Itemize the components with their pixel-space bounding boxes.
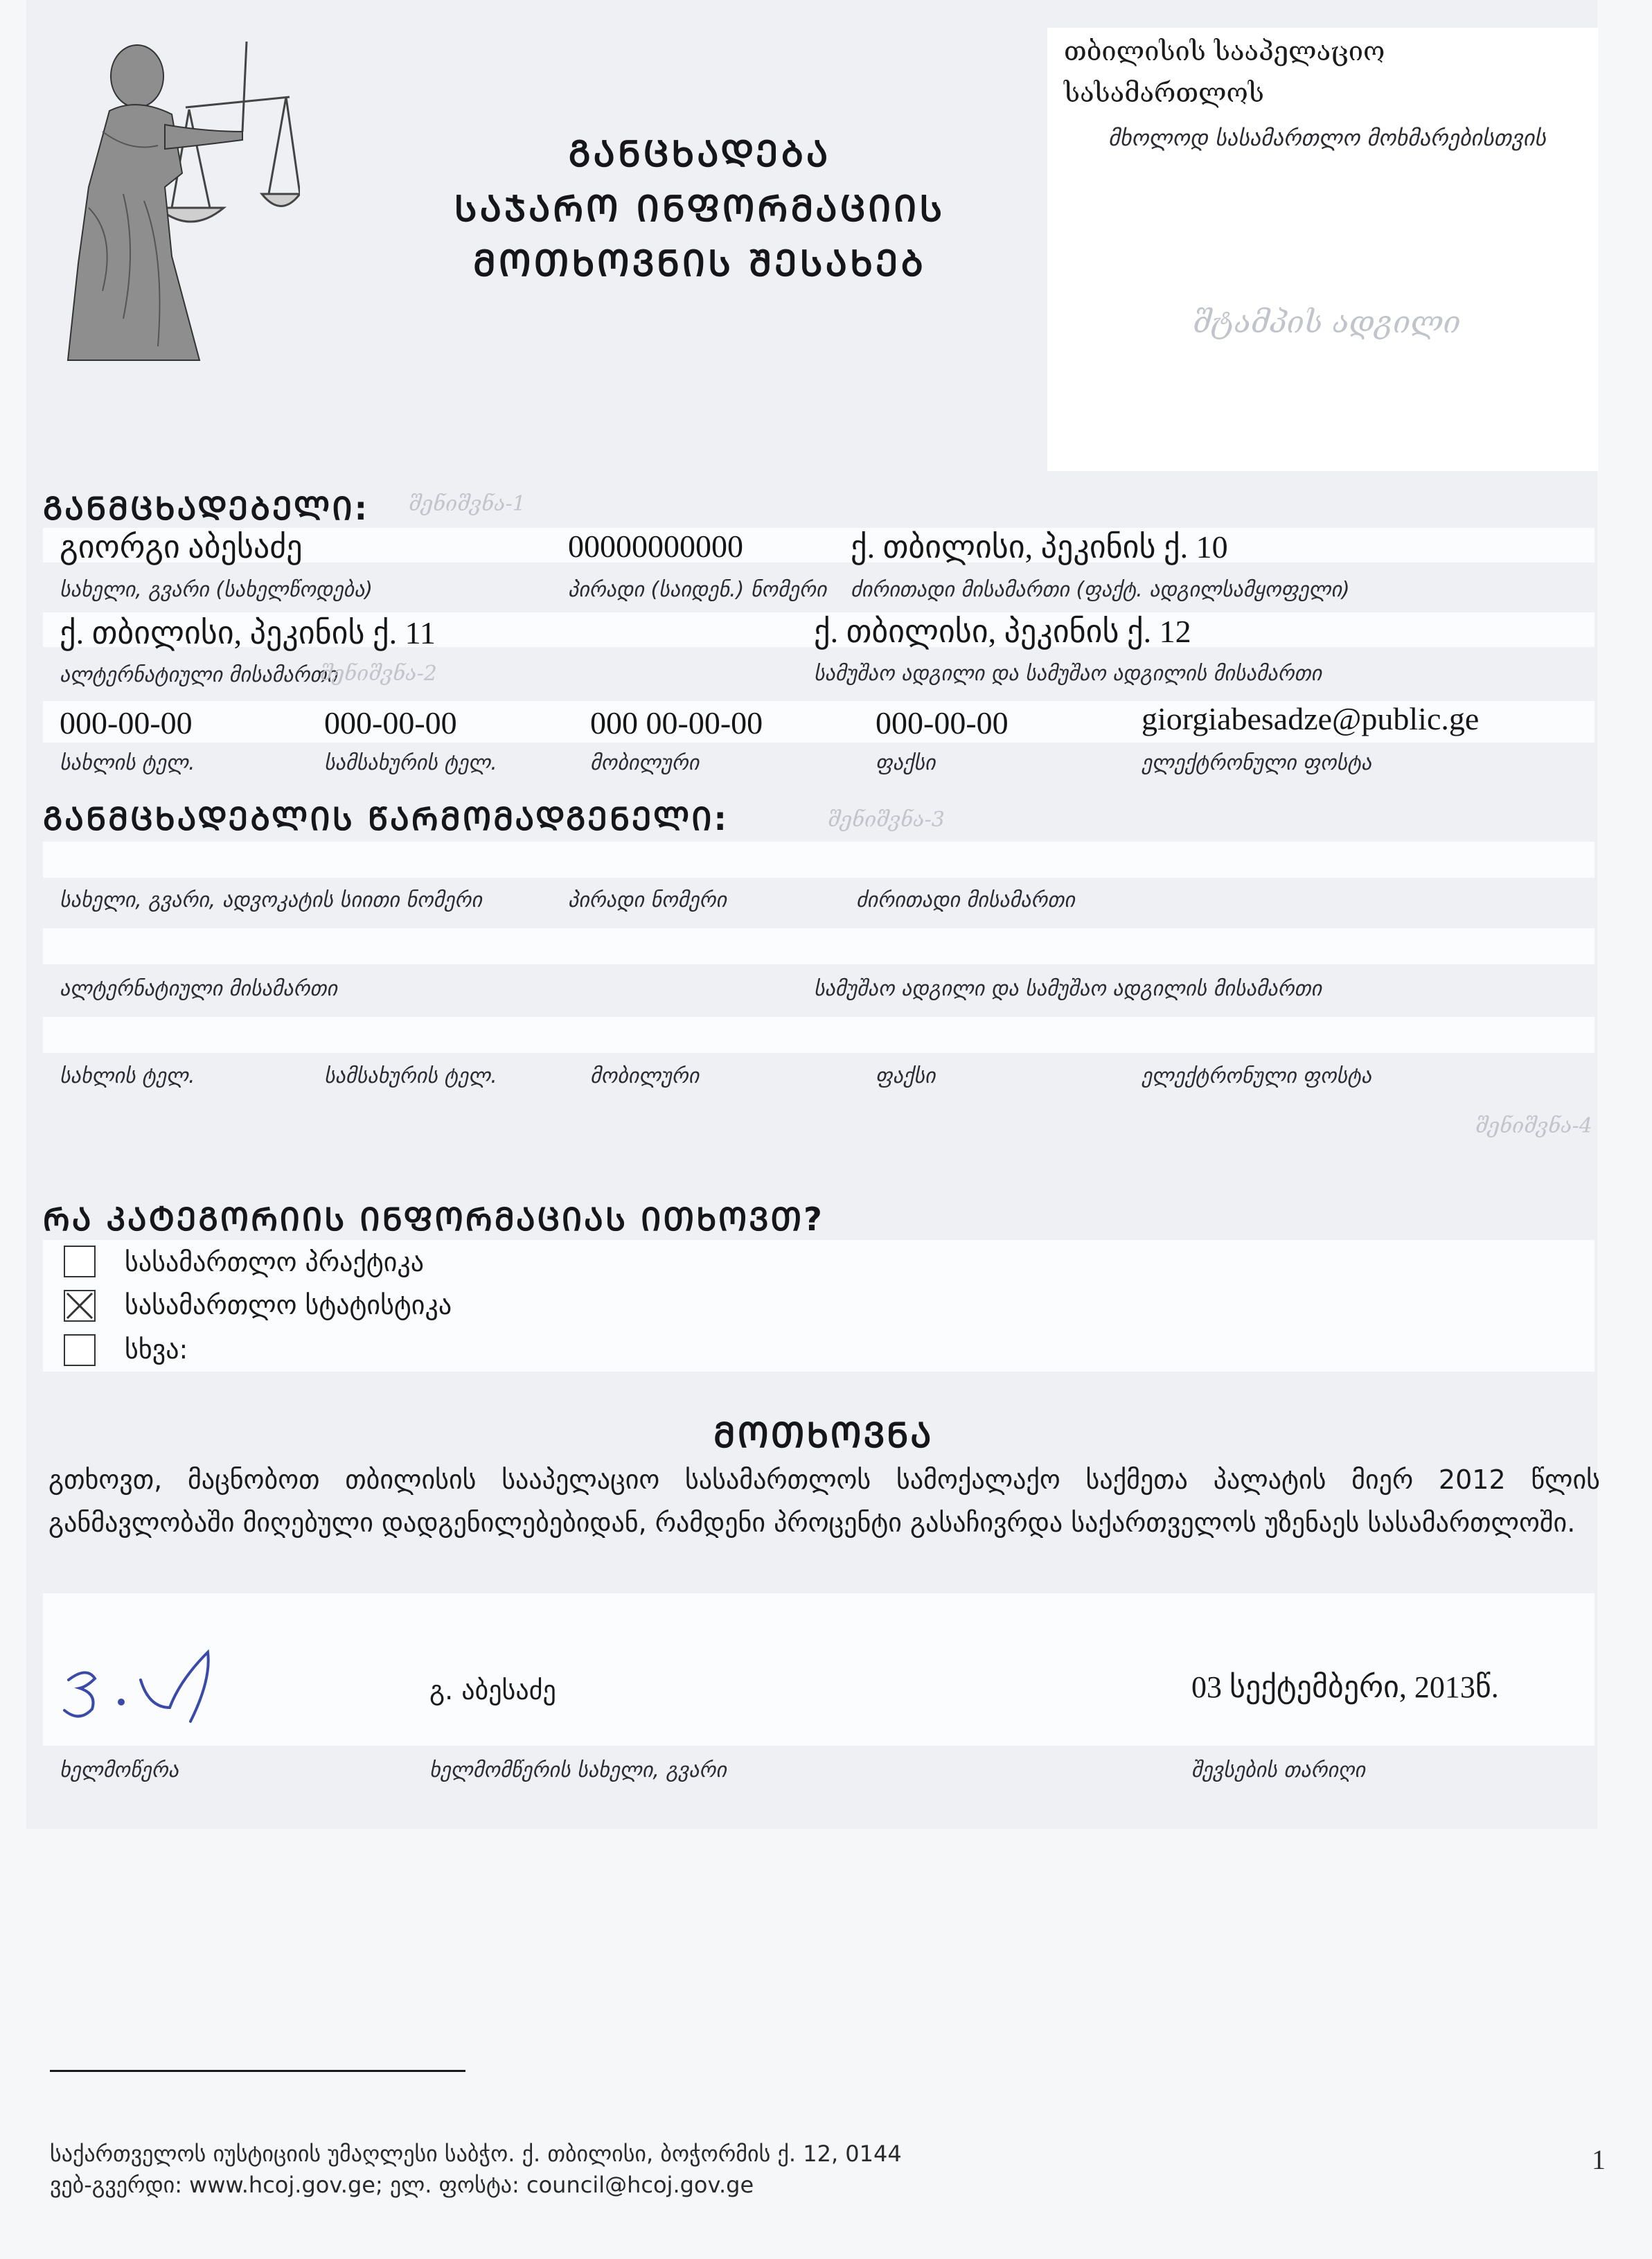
representative-main-address-label: ძირითადი მისამართი <box>856 888 1075 912</box>
applicant-alt-address-label: ალტერნატიული მისამართი <box>60 663 338 687</box>
applicant-id-label: პირადი (საიდენ.) ნომერი <box>568 578 827 602</box>
court-name-line-2: სასამართლოს <box>1064 78 1264 108</box>
option-court-statistics-label: სასამართლო სტატისტიკა <box>125 1290 452 1320</box>
applicant-home-phone-label: სახლის ტელ. <box>60 751 195 775</box>
option-other-label: სხვა: <box>125 1334 188 1365</box>
handwritten-signature <box>59 1638 267 1735</box>
request-heading: ᲛᲝᲗᲮᲝᲕᲜᲐ <box>713 1415 934 1455</box>
representative-heading: ᲒᲐᲜᲛᲪᲮᲐᲓᲔᲑᲚᲘᲡ ᲬᲐᲠᲛᲝᲛᲐᲓᲒᲔᲜᲔᲚᲘ: <box>43 800 729 838</box>
court-name-line-1: თბილისის სააპელაციო <box>1064 36 1385 67</box>
signer-name-value[interactable]: გ. აბესაძე <box>429 1675 556 1706</box>
page-number: 1 <box>1592 2144 1606 2175</box>
representative-fax-label: ფაქსი <box>876 1064 936 1088</box>
applicant-main-address-value[interactable]: ქ. თბილისი, პეკინის ქ. 10 <box>851 529 1228 565</box>
applicant-name-label: სახელი, გვარი (სახელწოდება) <box>60 578 373 602</box>
representative-note: შენიშვნა-3 <box>828 808 945 832</box>
applicant-office-phone-value[interactable]: 000-00-00 <box>324 705 457 741</box>
signer-name-label: ხელმომწერის სახელი, გვარი <box>429 1758 727 1782</box>
signature-label: ხელმოწერა <box>60 1758 179 1782</box>
representative-home-phone-label: სახლის ტელ. <box>60 1064 195 1088</box>
representative-office-phone-label: სამსახურის ტელ. <box>324 1064 497 1088</box>
applicant-work-address-value[interactable]: ქ. თბილისი, პეკინის ქ. 12 <box>814 614 1191 649</box>
applicant-main-address-label: ძირითადი მისამართი (ფაქტ. ადგილსამყოფელი) <box>851 578 1350 602</box>
court-only-note: მხოლოდ სასამართლო მოხმარებისთვის <box>1108 125 1546 151</box>
title-line-2: ᲡᲐᲯᲐᲠᲝ ᲘᲜᲤᲝᲠᲛᲐᲪᲘᲘᲡ <box>454 188 945 230</box>
applicant-mobile-value[interactable]: 000 00-00-00 <box>590 705 763 741</box>
applicant-email-label: ელექტრონული ფოსტა <box>1142 751 1372 775</box>
representative-alt-address-label: ალტერნატიული მისამართი <box>60 977 338 1001</box>
lady-justice-emblem <box>61 28 300 364</box>
date-label: შევსების თარიღი <box>1191 1758 1366 1782</box>
representative-work-address-label: სამუშაო ადგილი და სამუშაო ადგილის მისამართი <box>814 977 1322 1001</box>
option-court-practice-checkbox[interactable] <box>64 1246 96 1277</box>
document-title <box>388 128 1011 287</box>
representative-row-3-band[interactable] <box>43 1017 1595 1053</box>
option-court-statistics-checkbox[interactable] <box>64 1290 96 1322</box>
title-line-3: ᲛᲝᲗᲮᲝᲕᲜᲘᲡ ᲨᲔᲡᲐᲮᲔᲑ <box>472 243 927 285</box>
applicant-heading: ᲒᲐᲜᲛᲪᲮᲐᲓᲔᲑᲔᲚᲘ: <box>43 490 370 527</box>
title-line-1: ᲒᲐᲜᲪᲮᲐᲓᲔᲑᲐ <box>568 134 831 175</box>
footer-address: საქართველოს იუსტიციის უმაღლესი საბჭო. ქ. თბილისი, ბოჭორმის ქ. 12, 0144 <box>50 2141 902 2167</box>
applicant-fax-value[interactable]: 000-00-00 <box>876 705 1009 741</box>
applicant-home-phone-value[interactable]: 000-00-00 <box>60 705 193 741</box>
footer-contacts[interactable]: ვებ-გვერდი: www.hcoj.gov.ge; ელ. ფოსტა: council@hcoj.gov.ge <box>50 2172 754 2198</box>
applicant-alt-address-value[interactable]: ქ. თბილისი, პეკინის ქ. 11 <box>60 615 436 650</box>
representative-row-2-band[interactable] <box>43 928 1595 964</box>
applicant-id-value[interactable]: 00000000000 <box>568 529 743 564</box>
applicant-note: შენიშვნა-1 <box>409 492 526 516</box>
option-other-checkbox[interactable] <box>64 1334 96 1366</box>
applicant-email-value[interactable]: giorgiabesadze@public.ge <box>1142 701 1480 736</box>
signature-date-value[interactable]: 03 სექტემბერი, 2013წ. <box>1191 1670 1499 1704</box>
applicant-office-phone-label: სამსახურის ტელ. <box>324 751 497 775</box>
category-heading: ᲠᲐ ᲙᲐᲢᲔᲒᲝᲠᲘᲘᲡ ᲘᲜᲤᲝᲠᲛᲐᲪᲘᲐᲡ ᲘᲗᲮᲝᲕᲗ? <box>43 1201 824 1238</box>
applicant-alt-note: შენიშვნა-2 <box>320 662 437 686</box>
applicant-name-value[interactable]: გიორგი აბესაძე <box>60 529 303 565</box>
request-text[interactable]: გთხოვთ, მაცნობოთ თბილისის სააპელაციო სასამართლოს სამოქალაქო საქმეთა პალატის მიერ 2012 წლის განმავლობაში მიღებული დადგენილებებიდან, რამდენი პროცენტი გასაჩივრდა საქართველოს უზენაეს სასამართლოში. <box>48 1464 1600 1538</box>
representative-name-label: სახელი, გვარი, ადვოკატის სიითი ნომერი <box>60 888 482 912</box>
applicant-work-address-label: სამუშაო ადგილი და სამუშაო ადგილის მისამართი <box>814 662 1322 686</box>
representative-note-4: შენიშვნა-4 <box>1475 1114 1592 1138</box>
representative-row-1-band[interactable] <box>43 842 1595 878</box>
check-mark-icon <box>65 1291 94 1320</box>
applicant-mobile-label: მობილური <box>590 751 700 775</box>
representative-id-label: პირადი ნომერი <box>568 888 727 912</box>
representative-email-label: ელექტრონული ფოსტა <box>1142 1064 1372 1088</box>
footnote-divider <box>50 2070 465 2072</box>
stamp-placeholder: შტამპის ადგილი <box>1193 305 1461 340</box>
representative-mobile-label: მობილური <box>590 1064 700 1088</box>
option-court-practice-label: სასამართლო პრაქტიკა <box>125 1247 425 1277</box>
court-stamp-area <box>1047 28 1598 471</box>
applicant-fax-label: ფაქსი <box>876 751 936 775</box>
